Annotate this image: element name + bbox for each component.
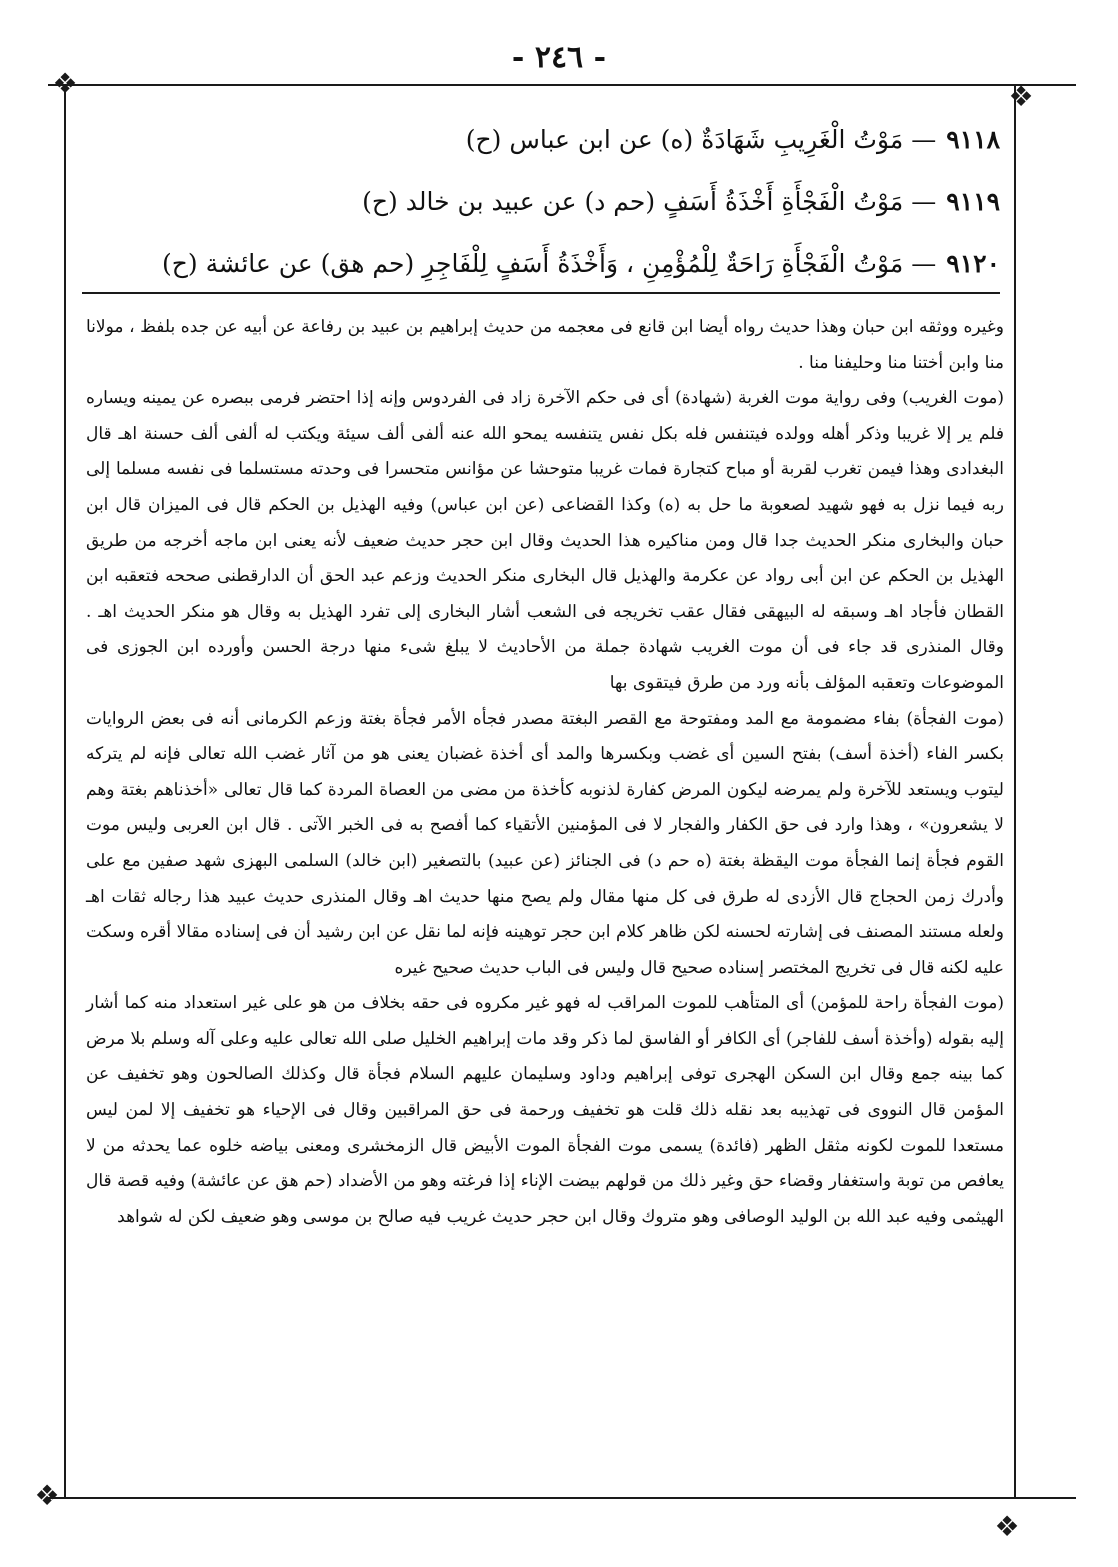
commentary-block bbox=[86, 310, 1004, 1235]
hadith-text: مَوْتُ الْغَرِيبِ شَهَادَةٌ bbox=[701, 124, 904, 154]
corner-ornament-icon: ❖ bbox=[52, 67, 78, 100]
commentary-paragraph: (موت الغريب) وفى رواية موت الغربة (شهادة) أى فى حكم الآخرة زاد فى الفردوس وإنه إذا احتضر فرمى ببصره عن يمينه ويساره فلم ير إلا غريبا وذكر أهله وولده فيتنفس فله بكل نفس يتنفسه يمحو الله عنه ألفى ألف سيئة ويكتب له ألفى ألف حسنة اهـ قال البغدادى وهذا فيمن تغرب لقربة أو مباح كتجارة فمات غريبا متوحشا عن مؤانس متحسرا فى وحدته مستسلما فى نفسه مسلما إلى ربه فيما نزل به فهو شهيد لصعوبة ما حل به (ه) وكذا القضاعى (عن ابن عباس) وفيه الهذيل بن الحكم قال فى الميزان قال ابن حبان والبخارى منكر الحديث جدا قال ومن مناكيره هذا الحديث وقال ابن حجر حديث ضعيف لأنه يعنى ابن ماجه أخرجه من طريق الهذيل بن الحكم عن ابن أبى رواد عن عكرمة والهذيل قال البخارى منكر الحديث وزعم عبد الحق أن الدارقطنى صححه فتعقبه ابن القطان فأجاد اهـ وسبقه له البيهقى فقال عقب تخريجه فى الشعب أشار البخارى إلى تفرد الهذيل به وقال هو منكر الحديث اهـ . وقال المنذرى قد جاء فى أن موت الغريب شهادة جملة من الأحاديث لا يبلغ شىء منها درجة الحسن وأورده ابن الجوزى فى الموضوعات وتعقبه المؤلف بأنه ورد من طرق فيتقوى بها bbox=[86, 388, 1004, 693]
hadith-dash: — bbox=[911, 124, 937, 154]
hadith-source: (حم هق) عن عائشة bbox=[205, 248, 415, 278]
hadith-entry bbox=[200, 170, 1000, 232]
hadith-number: ٩١١٨ bbox=[946, 124, 1000, 154]
hadith-entry bbox=[200, 108, 1000, 170]
page-number: - ٢٤٦ - bbox=[511, 40, 607, 75]
hadith-source: (ه) عن ابن عباس bbox=[509, 124, 694, 154]
frame-top-line bbox=[48, 84, 1076, 86]
commentary-paragraph: (موت الفجأة) بفاء مضمومة مع المد ومفتوحة مع القصر البغتة مصدر فجأه الأمر فجأة بغتة وزعم الكرمانى أنه فى بعض الروايات بكسر الفاء (أخذة أسف) بفتح السين أى غضب وبكسرها والمد أى أخذة غضبان يعنى هو من آثار غضب الله تعالى فإنه لم يتركه ليتوب ويستعد للآخرة ولم يمرضه ليكون المرض كفارة لذنوبه كأخذة من مضى من العصاة المردة كما قال تعالى «أخذناهم بغتة وهم لا يشعرون» ، وهذا وارد فى حق الكفار والفجار لا فى المؤمنين الأتقياء كما أفصح به فى الخبر الآتى . قال ابن العربى وليس موت القوم فجأة إنما الفجأة موت اليقظة بغتة (ه حم د) فى الجنائز (عن عبيد) بالتصغير (ابن خالد) السلمى البهزى شهد صفين مع على وأدرك زمن الحجاج قال الأزدى له طرق فى كل منها مقال ولم يصح منها حديث اهـ وقال المنذرى حديث عبيد هذا رجاله ثقات اهـ ولعله مستند المصنف فى إشارته لحسنه لكن ظاهر كلام ابن حجر توهينه فإنه لما نقل عن ابن رشيد أن فى إسناده مقالا أقره وسكت عليه لكنه قال فى تخريج المختصر إسناده صحيح قال وليس فى الباب حديث صحيح غيره bbox=[86, 708, 1004, 978]
hadith-grade: (ح) bbox=[161, 248, 198, 278]
commentary-paragraph: وغيره ووثقه ابن حبان وهذا حديث رواه أيضا ابن قانع فى معجمه من حديث إبراهيم بن عبيد بن رفاعة عن أبيه عن جده بلفظ ، مولانا منا وابن أختنا منا وحليفنا منا . bbox=[86, 317, 1004, 373]
corner-ornament-icon: ❖ bbox=[1008, 80, 1034, 113]
hadith-text: مَوْتُ الْفَجْأَةِ رَاحَةٌ لِلْمُؤْمِنِ ، وَأَخْذَةُ أَسَفٍ لِلْفَاجِرِ bbox=[422, 248, 904, 278]
frame-bottom-line bbox=[48, 1497, 1076, 1499]
hadith-number: ٩١٢٠ bbox=[946, 248, 1000, 278]
hadith-number: ٩١١٩ bbox=[946, 186, 1000, 216]
hadith-dash: — bbox=[911, 248, 937, 278]
commentary-paragraph: (موت الفجأة راحة للمؤمن) أى المتأهب للموت المراقب له فهو غير مكروه فى حقه بخلاف من هو على غير استعداد منه كما أشار إليه بقوله (وأخذة أسف للفاجر) أى الكافر أو الفاسق لما ذكر وقد مات إبراهيم الخليل صلى الله تعالى عليه وعلى آله وسلم بلا مرض كما بينه جمع وقال ابن السكن الهجرى توفى إبراهيم وداود وسليمان عليهم السلام فجأة قال وكذلك الصالحون وهو تخفيف عن المؤمن قال النووى فى تهذيبه بعد نقله ذلك قلت هو تخفيف ورحمة فى حق المراقبين وقال فى الإحياء هو تخفيف إلا لمن ليس مستعدا للموت لكونه مثقل الظهر (فائدة) يسمى موت الفجأة الموت الأبيض قال الزمخشرى ومعنى بياضه خلوه عما يحدثه من لا يعافص من توبة واستغفار وقضاء حق وغير ذلك من قولهم بيضت الإناء إذا فرغته وهو من الأضداد (حم هق عن عائشة) وفيه قصة قال الهيثمى وفيه عبد الله بن الوليد الوصافى وهو متروك وقال ابن حجر حديث غريب فيه صالح بن موسى وهو ضعيف لكن له شواهد bbox=[86, 993, 1004, 1227]
frame-right-line bbox=[1014, 84, 1016, 1499]
hadith-source: (حم د) عن عبيد بن خالد bbox=[405, 186, 656, 216]
hadith-grade: (ح) bbox=[362, 186, 398, 216]
hadith-entry bbox=[161, 232, 1000, 294]
corner-ornament-icon: ❖ bbox=[994, 1510, 1020, 1543]
hadith-grade: (ح) bbox=[465, 124, 502, 154]
hadith-dash: — bbox=[911, 186, 937, 216]
corner-ornament-icon: ❖ bbox=[34, 1479, 60, 1512]
frame-left-line bbox=[64, 84, 66, 1499]
matn-commentary-separator bbox=[82, 292, 1000, 294]
hadith-list bbox=[161, 108, 1000, 294]
hadith-text: مَوْتُ الْفَجْأَةِ أَخْذَةُ أَسَفٍ bbox=[663, 186, 904, 216]
